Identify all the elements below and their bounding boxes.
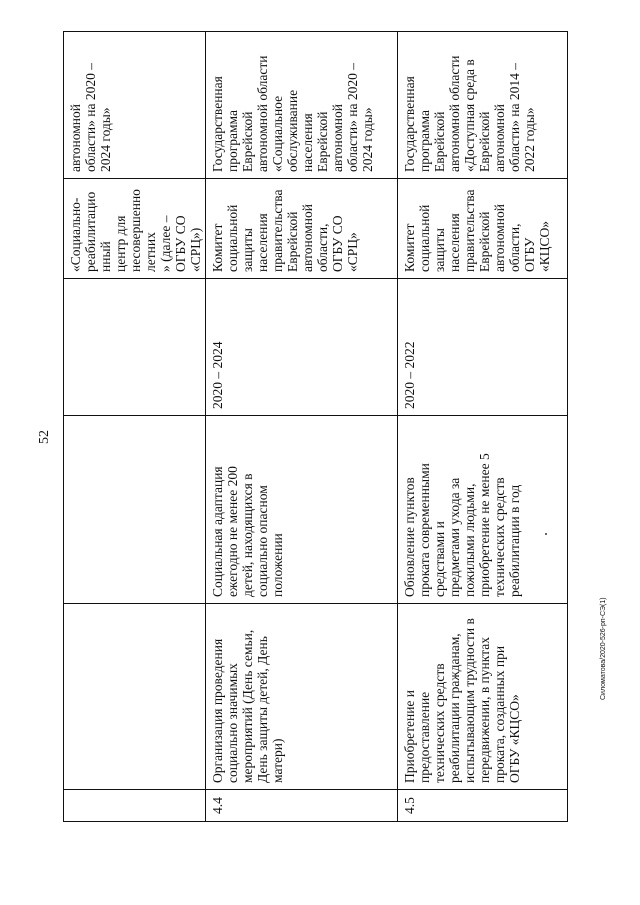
scan-speck <box>545 533 547 535</box>
footer-code: Силоматова/2020-526-рп-СЭ(1) <box>600 597 607 700</box>
cell-expected-result: Обновление пунктов проката современными средствами и предметами ухода за пожилыми людьми, приобретение не менее 5 технических средств реабилитации в год <box>398 416 568 604</box>
cell-program: автономной области» на 2020 – 2024 годы» <box>64 32 206 179</box>
cell-executor: Комитет социальной защиты населения правительства Еврейской автономной области, ОГБУ СО «СРЦ» <box>206 179 398 279</box>
cell-expected-result: Социальная адаптация ежегодно не менее 200 детей, находящихся в социально опасном положении <box>206 416 398 604</box>
table-row <box>64 32 206 822</box>
table-row <box>206 32 398 822</box>
cell-expected-result <box>64 416 206 604</box>
cell-number <box>64 790 206 822</box>
cell-period: 2020 – 2022 <box>398 279 568 416</box>
cell-executor: Комитет социальной защиты населения правительства Еврейской автономной области, ОГБУ «КЦСО» <box>398 179 568 279</box>
cell-number: 4.5 <box>398 790 568 822</box>
cell-program: Государственная программа Еврейской автономной области «Доступная среда в Еврейской автономной области» на 2014 – 2022 годы» <box>398 32 568 179</box>
cell-measure-name: Приобретение и предоставление технических средств реабилитации гражданам, испытывающим трудности в передвижении, в пунктах проката, созданных при ОГБУ «КЦСО» <box>398 604 568 790</box>
cell-program: Государственная программа Еврейской автономной области «Социальное обслуживание населения Еврейской автономной области» на 2020 – 2024 годы» <box>206 32 398 179</box>
measures-table-wrapper <box>63 32 552 822</box>
cell-measure-name: Организация проведения социально значимых мероприятий (День семьи, День защиты детей, День матери) <box>206 604 398 790</box>
cell-period: 2020 – 2024 <box>206 279 398 416</box>
cell-executor: «Социально- реабилитационный центр для несовершеннолетних » (далее – ОГБУ СО «СРЦ») <box>64 179 206 279</box>
page-number: 52 <box>37 430 52 444</box>
cell-measure-name <box>64 604 206 790</box>
measures-table <box>63 31 568 822</box>
cell-period <box>64 279 206 416</box>
cell-number: 4.4 <box>206 790 398 822</box>
table-row <box>398 32 568 822</box>
